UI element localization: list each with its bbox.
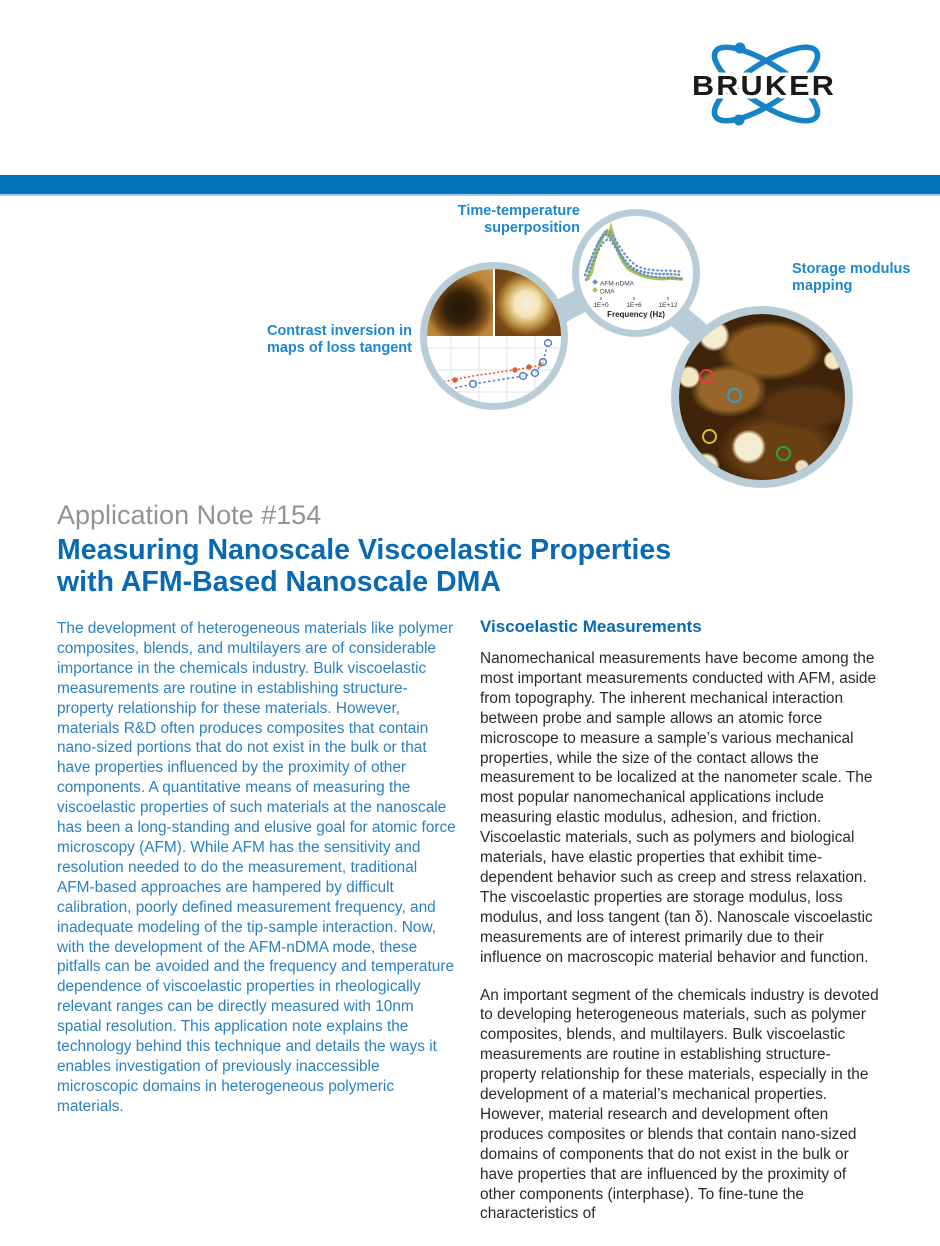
page-title-line1: Measuring Nanoscale Viscoelastic Properties [57,534,672,566]
header-rule [0,175,940,196]
body-paragraph: An important segment of the chemicals industry is devoted to developing heterogeneous materials, such as polymer composites, blends, and multilayers. Bulk viscoelastic measurements are routine in establishing structure-property relationship for these materials, especially in the development of a material’s mechanical properties. However, material research and development often produces composites or blends that contain nano-sized domains of components that do not exist in the bulk or have properties that are influenced by the proximity of other components (interphase). To fine-tune the characteristics of [480,986,879,1223]
x-tick: 1E+0 [593,302,609,309]
circle-loss-tangent-inset [420,262,568,410]
roi-marker-green [776,446,791,461]
roi-marker-cyan [727,388,742,403]
caption-line: superposition [484,220,580,236]
page-title [57,534,671,598]
caption-time-temperature-superposition [400,203,580,237]
circle-storage-modulus-map [671,306,853,488]
roi-marker-red [699,369,714,384]
body-column [480,617,884,1224]
caption-line: Storage modulus [792,261,911,277]
atom-icon [688,38,840,134]
storage-modulus-map [679,314,845,480]
bruker-logo [688,38,840,134]
caption-storage-modulus [792,261,922,295]
x-tick: 1E+6 [626,302,642,309]
roi-marker-yellow [702,429,717,444]
x-axis-label: Frequency (Hz) [607,310,665,319]
section-heading: Viscoelastic Measurements [480,617,702,636]
page-title-line2: with AFM-Based Nanoscale DMA [57,566,501,598]
crossover-plot [427,336,561,403]
legend-dma: DMA [600,288,615,296]
legend-afm-ndma: AFM-nDMA [600,280,634,288]
caption-line: Contrast inversion in [266,323,412,339]
caption-line: mapping [792,278,853,294]
afm-image-bright-domain [495,269,561,336]
afm-image-dark-domain [427,269,495,336]
x-tick: 1E+12 [658,302,678,309]
note-number: Application Note #154 [57,500,322,530]
crossover-plot-svg [427,336,561,403]
caption-contrast-inversion [250,323,412,357]
body-paragraph: Nanomechanical measurements have become among the most important measurements conducted with AFM, aside from topography. The inherent mechanical interaction between probe and sample allows an atomic force microscope to measure a sample’s various mechanical properties, while the size of the contact allows the measurement to be localized at the nanometer scale. The most popular nanomechanical applications include measuring elastic modulus, adhesion, and friction. Viscoelastic materials, such as polymers and biological materials, have elastic properties that exhibit time-dependent behavior such as creep and stress relaxation. The viscoelastic properties are storage modulus, loss modulus, and loss tangent (tan δ). Nanoscale viscoelastic measurements are of interest primarily due to their influence on macroscopic material behavior and function. [480,650,877,966]
caption-line: maps of loss tangent [266,340,412,356]
tts-chart-svg [579,216,693,330]
caption-line: Time-temperature [457,203,580,219]
brand-wordmark: BRUKER [692,70,836,101]
intro-paragraph: The development of heterogeneous materials like polymer composites, blends, and multilayers are of considerable importance in the chemicals industry. Bulk viscoelastic measurements are routine in establishing structure-property relationship for these materials. However, materials R&D often produces composites that contain nano-sized portions that do not exist in the bulk or that have properties influenced by the proximity of other components. A quantitative means of measuring the viscoelastic properties of such materials at the nanoscale has been a long-standing and elusive goal for atomic force microscopy (AFM). While AFM has the sensitivity and resolution needed to do the measurement, traditional AFM-based approaches are hampered by difficult calibration, poorly defined measurement frequency, and inadequate modeling of the tip-sample interaction. Now, with the development of the AFM-nDMA mode, these pitfalls can be avoided and the frequency and temperature dependence of viscoelastic properties in rheologically relevant ranges can be directly measured with 10nm spatial resolution. This application note explains the technology behind this technique and details the ways it enables investigation of previously inaccessible microscopic domains in heterogeneous polymeric materials. [57,620,456,1115]
intro-column [57,619,458,1117]
afm-image-pair [427,269,561,336]
